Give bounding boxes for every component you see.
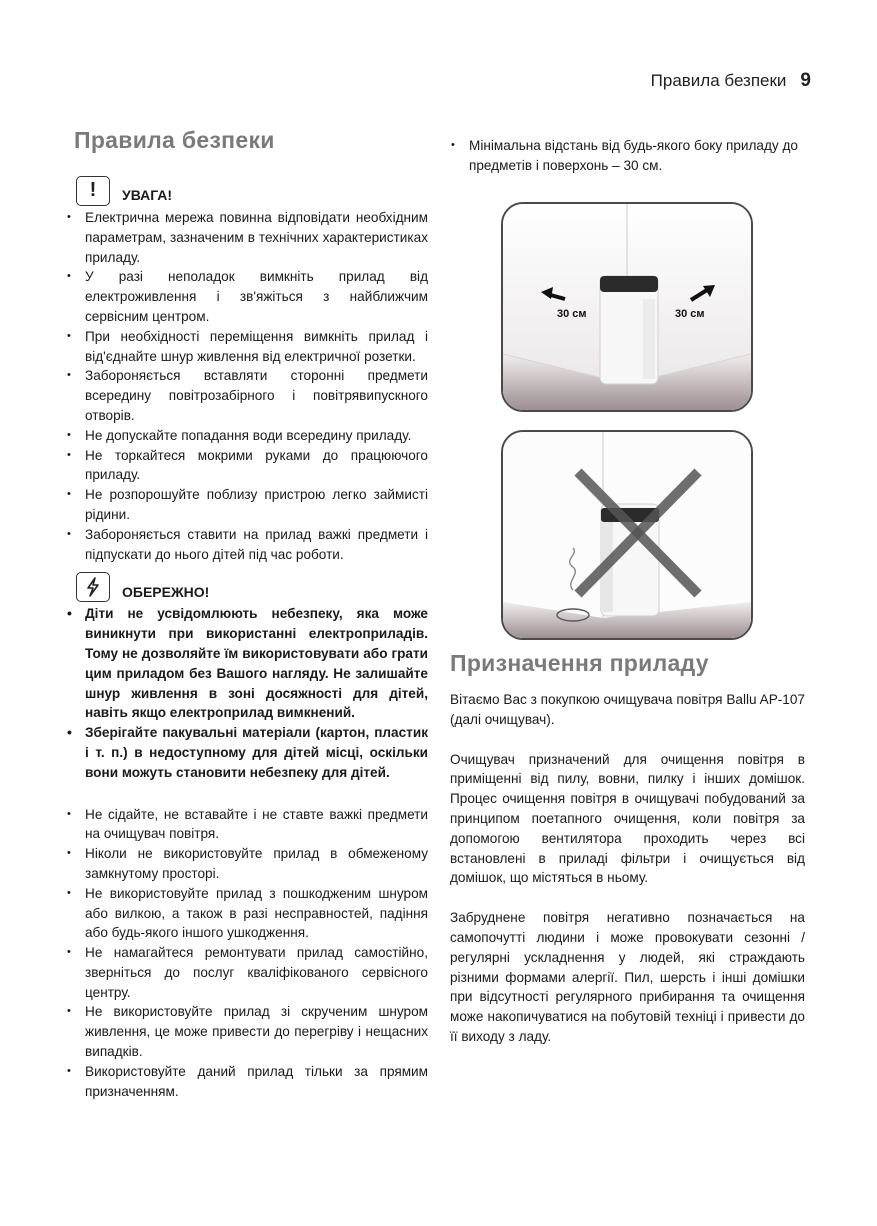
list-item: • Не розпорошуйте поблизу пристрою легко займисті рідини. [66,485,428,525]
list-item: • Не використовуйте прилад зі скрученим шнуром живлення, це може привести до перегріву і нещасних випадків. [66,1002,428,1061]
left-column [66,176,428,1101]
list-item: • У разі неполадок вимкніть прилад від електроживлення і зв'яжіться з найближчим сервісним центром. [66,267,428,326]
distance-list [450,136,805,176]
distance-label-right: 30 см [675,308,705,320]
list-item: • Зберігайте пакувальні матеріали (картон, пластик і т. п.) в недоступному для дітей місці, оскільки вони можуть становити небезпеку для дітей. [66,723,428,782]
section-title-safety: Правила безпеки [74,127,275,153]
warning-list [66,208,428,564]
caution-list [66,604,428,782]
list-item: • Використовуйте даний прилад тільки за прямим призначенням. [66,1062,428,1102]
placement-diagram-incorrect [501,430,753,640]
list-item: • Діти не усвідомлюють небезпеку, яка може виникнути при використанні електроприладів. Тому не дозволяйте їм використовувати або грати цим приладом без Вашого нагляду. Не залишайте шнур живлення в зоні досяжності для дітей, навіть якщо електроприлад вимкнений. [66,604,428,723]
general-safety-list [66,805,428,1102]
list-item: • Мінімальна відстань від будь-якого боку приладу до предметів і поверхонь – 30 см. [450,136,805,176]
caution-title: ОБЕРЕЖНО! [122,583,210,600]
running-section-title: Правила безпеки [650,71,787,90]
list-item: • Забороняється вставляти сторонні предмети всередину повітрозабірного і повітрявипускного отворів. [66,366,428,425]
warning-title: УВАГА! [122,187,173,204]
page-number: 9 [800,70,811,91]
list-item: • Не сідайте, не вставайте і не ставте важкі предмети на очищувач повітря. [66,805,428,845]
list-item: • При необхідності переміщення вимкніть прилад і від'єднайте шнур живлення від електричної розетки. [66,327,428,367]
list-item: • Не використовуйте прилад з пошкодженим шнуром або вилкою, а також в разі несправностей, падіння або будь-якого іншого ушкодження. [66,884,428,943]
section-title-purpose: Призначення приладу [450,650,709,676]
placement-diagram-correct [501,202,753,412]
list-item: • Ніколи не використовуйте прилад в обмеженому замкнутому просторі. [66,844,428,884]
page-header [651,70,811,92]
right-column-body [450,690,805,1047]
list-item: • Не допускайте попадання води всередину приладу. [66,426,428,446]
exclamation-icon: ! [76,176,110,206]
distance-label-left: 30 см [557,308,587,320]
pollution-paragraph: Забруднене повітря негативно позначається на самопочутті людини і може провокувати сезонні /регулярні ускладнення у людей, які страждають різними формами алергії. Пил, шерсть і інші домішки при відсутності регулярного прибирання та очищення може накопичуватися на побутовій техніці і привести до її виходу з ладу. [450,910,805,1044]
list-item: • Не торкайтеся мокрими руками до працюючого приладу. [66,446,428,486]
list-item: • Забороняється ставити на прилад важкі предмети і підпускати до нього дітей під час роботи. [66,525,428,565]
list-item: • Не намагайтеся ремонтувати прилад самостійно, зверніться до послуг кваліфікованого сервісного центру. [66,943,428,1002]
purpose-paragraph: Очищувач призначений для очищення повітря в приміщенні від пилу, вовни, пилку і інших домішок. Процес очищення повітря в очищувачі побудований за принципом поетапного очищення, коли повітря за допомогою вентилятора проходить через всі встановлені в приладі фільтри і очищується від домішок, що містяться в ньому. [450,751,805,886]
lightning-icon [76,572,110,602]
caution-notice [76,572,428,602]
warning-notice [76,176,428,206]
intro-paragraph: Вітаємо Вас з покупкою очищувача повітря Ballu AP-107 (далі очищувач). [450,692,805,727]
right-column-top [450,136,805,176]
list-item: • Електрична мережа повинна відповідати необхідним параметрам, зазначеним в технічних характеристиках приладу. [66,208,428,267]
